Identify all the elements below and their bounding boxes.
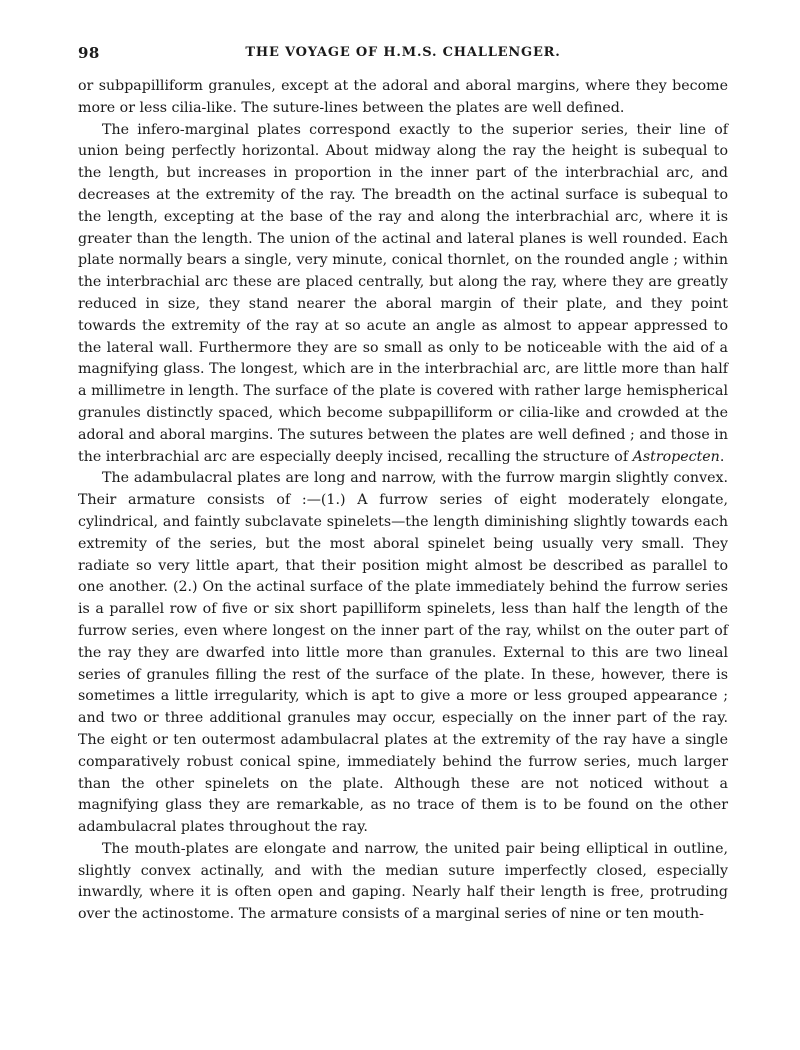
genus-name: Astropecten bbox=[632, 448, 720, 465]
paragraph-adambulacral-plates: The adambulacral plates are long and narrow, with the furrow margin slightly convex. Their armature consists of :—(1.) A furrow series of eight moderately elongate, cylindrical, and faintly subclavate spinelets—the length diminishing slightly towards each extremity of the series, but the most aboral spinelet being usually very small. They radiate so very little apart, that their position might almost be described as parallel to one another. (2.) On the actinal surface of the plate immediately behind the furrow series is a parallel row of five or six short papilliform spinelets, less than half the length of the furrow series, even where longest on the inner part of the ray, whilst on the outer part of the ray they are dwarfed into little more than granules. External to this are two lineal series of granules filling the rest of the surface of the plate. In these, however, there is sometimes a little irregularity, which is apt to give a more or less grouped appearance ; and two or three additional granules may occur, especially on the inner part of the ray. The eight or ten outermost adambulacral plates at the extremity of the ray have a single comparatively robust conical spine, immediately behind the furrow series, much larger than the other spinelets on the plate. Although these are not noticed without a magnifying glass they are remarkable, as no trace of them is to be found on the other adambulacral plates throughout the ray. bbox=[78, 470, 728, 836]
running-head bbox=[78, 44, 728, 66]
page-number: 98 bbox=[78, 44, 100, 62]
paragraph-continuation: or subpapilliform granules, except at the adoral and aboral margins, where they become more or less cilia-like. The suture-lines between the plates are well defined. bbox=[78, 78, 728, 116]
paragraph-mouth-plates: The mouth-plates are elongate and narrow, the united pair being elliptical in outline, slightly convex actinally, and with the median suture imperfectly closed, especially inwardly, where it is often open and gaping. Nearly half their length is free, protruding over the actinostome. The armature consists of a marginal series of nine or ten mouth- bbox=[78, 840, 728, 923]
book-page bbox=[78, 44, 728, 926]
running-title: THE VOYAGE OF H.M.S. CHALLENGER. bbox=[245, 45, 561, 60]
paragraph-infero-marginal-plates bbox=[78, 120, 728, 469]
paragraph-text: The infero-marginal plates correspond exactly to the superior series, their line of union being perfectly horizontal. About midway along the ray the height is subequal to the length, but increases in proportion in the inner part of the interbrachial arc, and decreases at the extremity of the ray. The breadth on the actinal surface is subequal to the length, excepting at the base of the ray and along the interbrachial arc, where it is greater than the length. The union of the actinal and lateral planes is well rounded. Each plate normally bears a single, very minute, conical thornlet, on the rounded angle ; within the interbrachial arc these are placed centrally, but along the ray, where they are greatly reduced in size, they stand nearer the aboral margin of their plate, and they point towards the extremity of the ray at so acute an angle as almost to appear appressed to the lateral wall. Furthermore they are so small as only to be noticeable with the aid of a magnifying glass. The longest, which are in the interbrachial arc, are little more than half a millimetre in length. The surface of the plate is covered with rather large hemispherical granules distinctly spaced, which become subpapilliform or cilia-like and crowded at the adoral and aboral margins. The sutures between the plates are well defined ; and those in the interbrachial arc are especially deeply incised, recalling the structure of bbox=[78, 121, 728, 465]
body-text bbox=[78, 76, 728, 926]
paragraph-text-end: . bbox=[719, 448, 725, 465]
